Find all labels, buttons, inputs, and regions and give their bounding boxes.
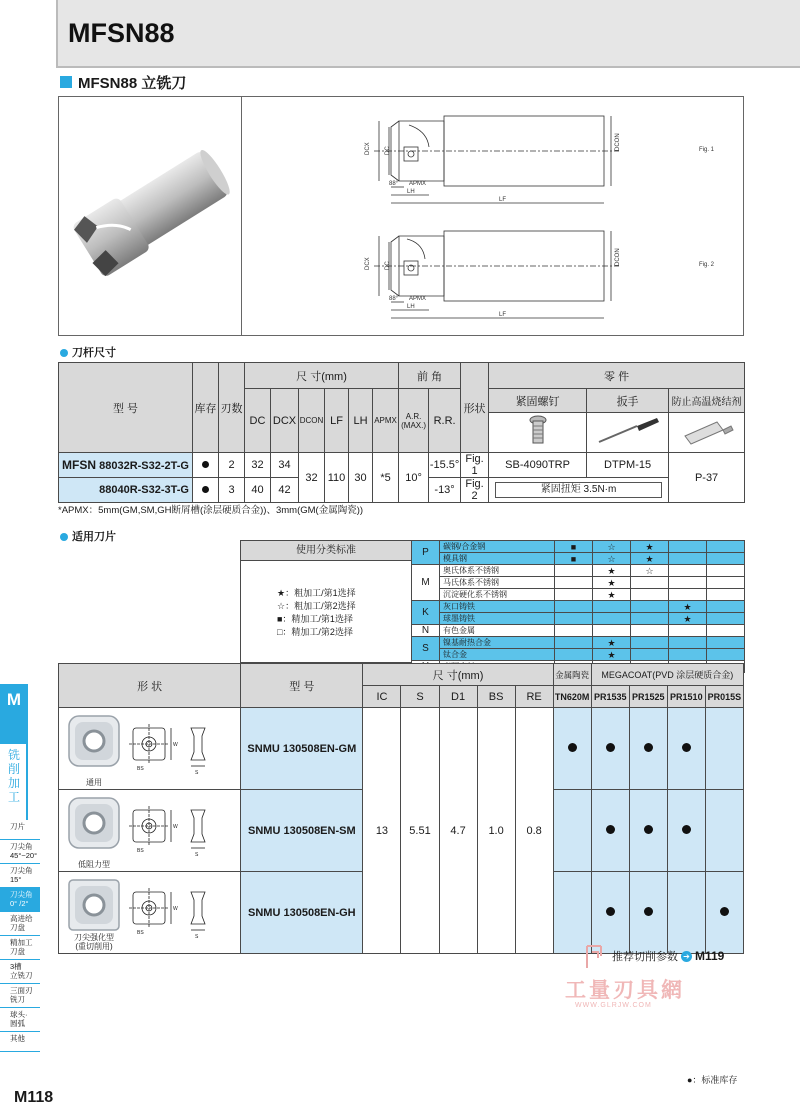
header-bar bbox=[0, 0, 800, 68]
material-mark bbox=[631, 625, 669, 637]
svg-text:BS: BS bbox=[137, 766, 144, 772]
insert-model: SNMU 130508EN-SM bbox=[241, 790, 363, 872]
material-name: 碳钢/合金钢 bbox=[440, 541, 555, 553]
arrow-right-icon: ➔ bbox=[681, 951, 692, 962]
holder-table: 型 号 库存 刃数 尺 寸(mm) 前 角 形状 零 件 DC DCX DCON LF LH APMX A.R. (MAX.) R.R. 紧固螺钉 扳手 防止高温烧结剂 MFSN 88032R-S32-2T-G 2 32 34 32 110 30 *5 10° -15.5° Fig. 1 SB-4090TRP DTPM-15 P-37 88040R-S32-3T-G 3 40 42 -13° Fig. 2 紧固扭矩 3.5N·m bbox=[58, 362, 745, 503]
sidebar-item[interactable]: 球头· 圆弧 bbox=[0, 1008, 40, 1032]
model-cell: MFSN 88032R-S32-2T-G bbox=[59, 453, 193, 478]
insert-photo bbox=[65, 794, 123, 852]
svg-text:S: S bbox=[195, 852, 199, 858]
material-category: K bbox=[412, 601, 440, 625]
material-mark bbox=[707, 637, 745, 649]
svg-text:DC: DC bbox=[385, 146, 391, 155]
insert-drawing bbox=[125, 718, 235, 780]
holder-note: *APMX：5mm(GM,SM,GH断屑槽(涂层硬质合金))、3mm(GM(金属陶瓷)) bbox=[58, 505, 364, 516]
stock-dot-icon bbox=[682, 825, 691, 834]
material-mark bbox=[669, 625, 707, 637]
svg-text:W: W bbox=[173, 824, 178, 830]
material-row bbox=[412, 601, 745, 613]
h-lf: LF bbox=[325, 389, 349, 453]
grade-stock-cell bbox=[591, 708, 629, 790]
insert-shape-cell bbox=[59, 708, 241, 790]
material-category: N bbox=[412, 625, 440, 637]
svg-text:DC: DC bbox=[385, 261, 391, 270]
stock-dot-icon bbox=[644, 825, 653, 834]
inserts-heading: 适用刀片 bbox=[60, 528, 116, 544]
legend-item: ★：粗加工/第1选择 bbox=[277, 588, 356, 598]
stock-dot-icon bbox=[682, 743, 691, 752]
h-shape: 形状 bbox=[461, 363, 489, 453]
stock-dot-icon bbox=[644, 743, 653, 752]
material-category: M bbox=[412, 565, 440, 601]
insert-drawing bbox=[125, 800, 235, 862]
material-mark bbox=[555, 565, 593, 577]
stock-cell bbox=[193, 453, 219, 478]
material-mark bbox=[593, 613, 631, 625]
material-category: P bbox=[412, 541, 440, 565]
material-mark: ☆ bbox=[593, 541, 631, 553]
material-mark bbox=[707, 541, 745, 553]
h-shape: 形 状 bbox=[59, 664, 241, 708]
material-name: 沉淀硬化系不锈钢 bbox=[440, 589, 555, 601]
svg-text:DCX: DCX bbox=[365, 257, 371, 270]
insert-model: SNMU 130508EN-GM bbox=[241, 708, 363, 790]
material-mark bbox=[555, 589, 593, 601]
grade-stock-cell bbox=[629, 790, 667, 872]
sidebar-item[interactable]: 刀尖角 0° /2° bbox=[0, 888, 40, 912]
h-dcx: DCX bbox=[271, 389, 299, 453]
h-apmx: APMX bbox=[373, 389, 399, 453]
grade-stock-cell bbox=[553, 708, 591, 790]
material-category: S bbox=[412, 637, 440, 661]
insert-photo bbox=[65, 712, 123, 770]
material-row bbox=[412, 637, 745, 649]
h-dims: 尺 寸(mm) bbox=[363, 664, 553, 686]
material-mark bbox=[707, 625, 745, 637]
sidebar-item[interactable]: 刀片 bbox=[0, 820, 40, 840]
material-mark bbox=[631, 649, 669, 661]
product-photo bbox=[69, 147, 234, 287]
material-mark: ☆ bbox=[593, 553, 631, 565]
h-rr: R.R. bbox=[429, 389, 461, 453]
h-flutes: 刃数 bbox=[219, 363, 245, 453]
grade-stock-cell bbox=[591, 790, 629, 872]
material-mark: ■ bbox=[555, 553, 593, 565]
material-mark bbox=[707, 565, 745, 577]
h-cermet: 金属陶瓷 bbox=[553, 664, 591, 686]
material-row bbox=[412, 541, 745, 553]
bullet-icon bbox=[60, 349, 68, 357]
material-mark: ★ bbox=[631, 541, 669, 553]
h-parts: 零 件 bbox=[489, 363, 745, 389]
material-name: 球墨铸铁 bbox=[440, 613, 555, 625]
material-mark: ★ bbox=[669, 613, 707, 625]
material-mark: ■ bbox=[555, 541, 593, 553]
svg-text:LF: LF bbox=[499, 312, 507, 318]
material-mark: ★ bbox=[593, 565, 631, 577]
technical-drawing bbox=[349, 111, 739, 333]
material-mark bbox=[555, 601, 593, 613]
material-mark bbox=[669, 565, 707, 577]
section-title: MFSN88 立铣刀 bbox=[60, 74, 186, 90]
h-dcon: DCON bbox=[299, 389, 325, 453]
material-mark bbox=[631, 613, 669, 625]
cutting-ref-link[interactable]: 推荐切削参数 ➔ M119 bbox=[612, 949, 725, 963]
svg-text:88°: 88° bbox=[389, 296, 399, 302]
material-mark bbox=[555, 649, 593, 661]
insert-drawing bbox=[125, 882, 235, 944]
screw-icon bbox=[528, 414, 548, 448]
anti-seize-image bbox=[669, 413, 745, 453]
material-mark: ★ bbox=[669, 601, 707, 613]
material-mark bbox=[707, 589, 745, 601]
page-number: M118 bbox=[14, 1089, 54, 1106]
h-wrench: 扳手 bbox=[587, 389, 669, 413]
material-name: 马氏体系不锈钢 bbox=[440, 577, 555, 589]
svg-text:Fig. 1: Fig. 1 bbox=[699, 147, 715, 153]
h-lh: LH bbox=[349, 389, 373, 453]
material-mark bbox=[555, 613, 593, 625]
material-row bbox=[412, 625, 745, 637]
wrench-image bbox=[587, 413, 669, 453]
bullet-icon bbox=[60, 533, 68, 541]
stock-legend: ●：标准库存 bbox=[687, 1075, 738, 1085]
material-mark bbox=[669, 589, 707, 601]
insert-row: W BS S 通用 SNMU 130508EN-GM 13 5.51 4.7 1.0 0.8 bbox=[59, 708, 744, 790]
grade-stock-cell bbox=[705, 872, 743, 954]
material-mark: ★ bbox=[593, 577, 631, 589]
insert-photo bbox=[65, 876, 123, 934]
svg-text:W: W bbox=[173, 906, 178, 912]
model-cell: 88040R-S32-3T-G bbox=[59, 478, 193, 503]
h-ar: A.R. (MAX.) bbox=[399, 389, 429, 453]
material-mark bbox=[669, 649, 707, 661]
drawing-box bbox=[58, 96, 744, 336]
svg-text:APMX: APMX bbox=[409, 181, 427, 187]
svg-text:BS: BS bbox=[137, 848, 144, 854]
material-mark bbox=[593, 625, 631, 637]
insert-model: SNMU 130508EN-GH bbox=[241, 872, 363, 954]
screw-image bbox=[489, 413, 587, 453]
material-name: 奥氏体系不锈钢 bbox=[440, 565, 555, 577]
material-mark: ★ bbox=[593, 637, 631, 649]
insert-type-label: 刀尖强化型 (重切削用) bbox=[74, 933, 114, 951]
material-mark bbox=[555, 625, 593, 637]
sidebar-item[interactable]: 高进给 刀盘 bbox=[0, 912, 40, 936]
h-screw: 紧固螺钉 bbox=[489, 389, 587, 413]
material-name: 灰口铸铁 bbox=[440, 601, 555, 613]
material-name: 模具钢 bbox=[440, 553, 555, 565]
h-model: 型 号 bbox=[59, 363, 193, 453]
h-model: 型 号 bbox=[241, 664, 363, 708]
sidebar-item[interactable]: 刀尖角 15° bbox=[0, 864, 40, 888]
material-mark bbox=[669, 553, 707, 565]
svg-text:W: W bbox=[173, 742, 178, 748]
material-mark bbox=[631, 637, 669, 649]
svg-text:LH: LH bbox=[407, 189, 415, 195]
material-row bbox=[412, 589, 745, 601]
material-row bbox=[412, 613, 745, 625]
material-table bbox=[411, 540, 745, 673]
legend-item: ☆：粗加工/第2选择 bbox=[277, 601, 356, 611]
sidebar-item[interactable]: 三面刃 铣刀 bbox=[0, 984, 40, 1008]
material-mark bbox=[555, 577, 593, 589]
watermark-logo-icon bbox=[583, 944, 605, 970]
svg-text:S: S bbox=[195, 934, 199, 940]
h-dims: 尺 寸(mm) bbox=[245, 363, 399, 389]
sidebar-letter: M bbox=[6, 690, 22, 709]
material-mark bbox=[707, 553, 745, 565]
sidebar-item[interactable]: 精加工 刀盘 bbox=[0, 936, 40, 960]
material-mark bbox=[631, 589, 669, 601]
insert-shape-cell bbox=[59, 872, 241, 954]
grade-stock-cell bbox=[705, 708, 743, 790]
h-angle: 前 角 bbox=[399, 363, 461, 389]
svg-text:DCON: DCON bbox=[615, 248, 621, 266]
svg-text:88°: 88° bbox=[389, 181, 399, 187]
grade-stock-cell bbox=[667, 708, 705, 790]
grade-stock-cell bbox=[629, 708, 667, 790]
material-name: 镍基耐热合金 bbox=[440, 637, 555, 649]
sidebar-category-text: 铣 削 加 工 bbox=[7, 748, 20, 804]
section-marker-icon bbox=[60, 76, 72, 88]
material-mark bbox=[707, 613, 745, 625]
material-mark bbox=[669, 637, 707, 649]
sidebar-item[interactable]: 刀尖角 45°~20° bbox=[0, 840, 40, 864]
material-row bbox=[412, 553, 745, 565]
tube-icon bbox=[679, 416, 735, 446]
sidebar-item[interactable]: 3槽 立铣刀 bbox=[0, 960, 40, 984]
legend-item: □：精加工/第2选择 bbox=[277, 627, 353, 637]
stock-dot-icon bbox=[606, 825, 615, 834]
material-mark bbox=[669, 541, 707, 553]
material-mark bbox=[707, 649, 745, 661]
grade-stock-cell bbox=[553, 790, 591, 872]
holder-heading: 刀杆尺寸 bbox=[60, 344, 116, 360]
material-mark: ★ bbox=[593, 649, 631, 661]
svg-text:Fig. 2: Fig. 2 bbox=[699, 262, 715, 268]
insert-table: 形 状 型 号 尺 寸(mm) 金属陶瓷 MEGACOAT(PVD 涂层硬质合金) IC S D1 BS RE TN620M PR1535 PR1525 PR1510 PR015S W BS S 通用 SNMU 130508EN-GM 13 5.51 4.7 1.0 0.8 W BS S 低阻力型 SNMU 130508EN-SM W BS S 刀尖强化型 (重切削用) SNMU 130508EN-GH bbox=[58, 663, 744, 954]
material-row bbox=[412, 577, 745, 589]
h-dc: DC bbox=[245, 389, 271, 453]
material-mark bbox=[555, 637, 593, 649]
wrench-icon bbox=[593, 416, 663, 446]
insert-type-label: 低阻力型 bbox=[78, 860, 110, 869]
h-anti: 防止高温烧结剂 bbox=[669, 389, 745, 413]
material-mark: ★ bbox=[593, 589, 631, 601]
material-row bbox=[412, 649, 745, 661]
material-mark: ☆ bbox=[631, 565, 669, 577]
material-mark bbox=[631, 601, 669, 613]
page-title: MFSN88 bbox=[68, 18, 175, 48]
stock-dot-icon bbox=[720, 907, 729, 916]
insert-type-label: 通用 bbox=[86, 778, 102, 787]
sidebar-nav bbox=[0, 820, 40, 1052]
h-megacoat: MEGACOAT(PVD 涂层硬质合金) bbox=[591, 664, 743, 686]
svg-text:DCX: DCX bbox=[365, 142, 371, 155]
material-row bbox=[412, 565, 745, 577]
material-mark bbox=[707, 601, 745, 613]
svg-text:LH: LH bbox=[407, 304, 415, 310]
material-name: 有色金属 bbox=[440, 625, 555, 637]
h-stock: 库存 bbox=[193, 363, 219, 453]
svg-text:LF: LF bbox=[499, 197, 507, 203]
svg-text:DCON: DCON bbox=[615, 133, 621, 151]
stock-dot-icon bbox=[606, 743, 615, 752]
svg-text:S: S bbox=[195, 770, 199, 776]
material-name: 钛合金 bbox=[440, 649, 555, 661]
grade-stock-cell bbox=[705, 790, 743, 872]
svg-text:BS: BS bbox=[137, 930, 144, 936]
insert-shape-cell bbox=[59, 790, 241, 872]
material-mark: ★ bbox=[631, 553, 669, 565]
material-mark bbox=[707, 577, 745, 589]
grade-stock-cell bbox=[667, 790, 705, 872]
usage-legend: 使用分类标准 ★：粗加工/第1选择 ☆：粗加工/第2选择 ■：精加工/第1选择 □：精加工/第2选择 bbox=[240, 540, 412, 663]
svg-text:APMX: APMX bbox=[409, 296, 427, 302]
watermark: 工量刃具網 WWW.GLRJW.COM bbox=[565, 942, 685, 1017]
stock-cell bbox=[193, 478, 219, 503]
material-mark bbox=[669, 577, 707, 589]
torque-label: 紧固扭矩 3.5N·m bbox=[495, 482, 662, 498]
legend-item: ■：精加工/第1选择 bbox=[277, 614, 353, 624]
sidebar-item[interactable]: 其他 bbox=[0, 1032, 40, 1052]
stock-dot-icon bbox=[644, 907, 653, 916]
stock-dot-icon bbox=[606, 907, 615, 916]
stock-dot-icon bbox=[568, 743, 577, 752]
material-mark bbox=[593, 601, 631, 613]
material-mark bbox=[631, 577, 669, 589]
